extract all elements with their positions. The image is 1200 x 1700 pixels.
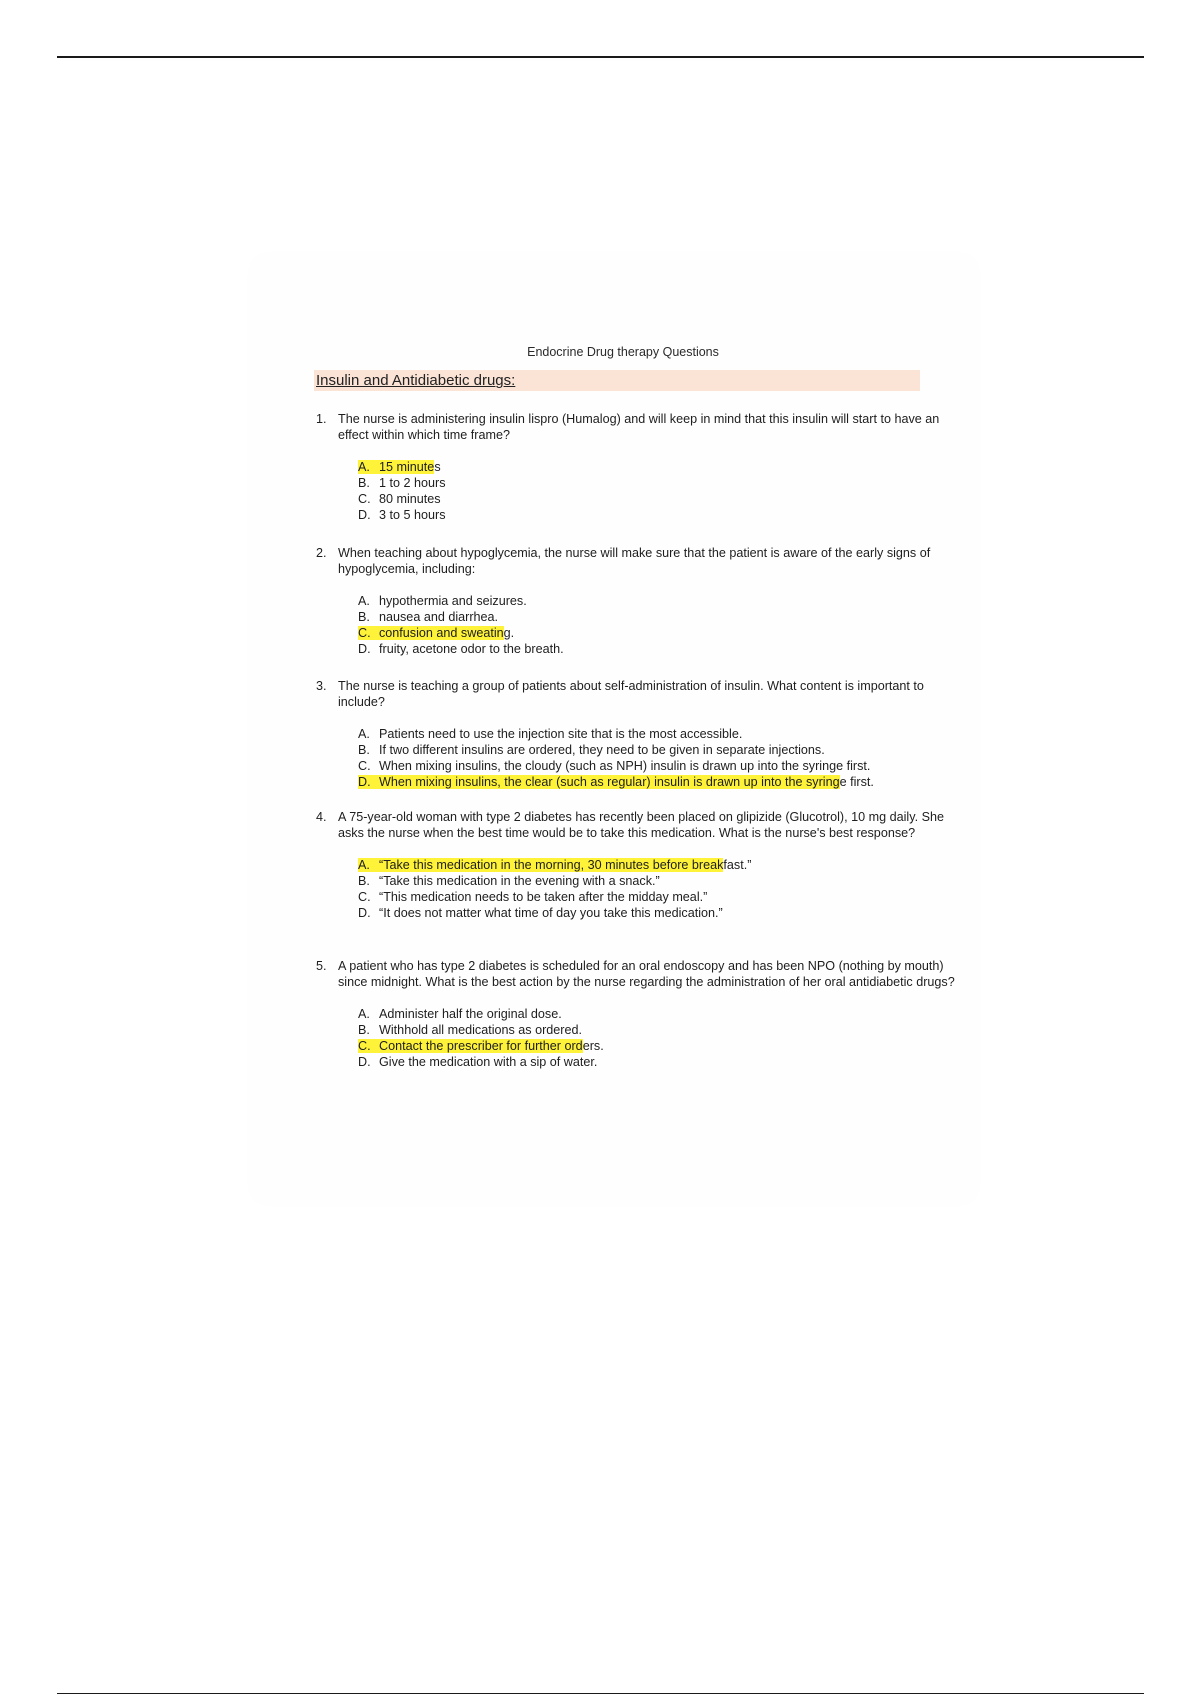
question-2: [316, 545, 972, 657]
question-3: [316, 678, 972, 790]
option-a: A. hypothermia and seizures.: [358, 594, 527, 608]
answer-highlight: C. confusion and sweatin: [358, 626, 504, 640]
answer-options: [358, 459, 972, 523]
question-5: [316, 958, 972, 1070]
answer-highlight: A. “Take this medication in the morning, 30 minutes before break: [358, 858, 724, 872]
option-b: B. 1 to 2 hours: [358, 476, 446, 490]
question-4: [316, 809, 972, 921]
option-b: B. Withhold all medications as ordered.: [358, 1023, 583, 1037]
question-1: [316, 411, 972, 523]
question-number: 1.: [316, 412, 327, 426]
answer-options: [358, 857, 972, 921]
option-c: C. 80 minutes: [358, 492, 441, 506]
option-d: D. fruity, acetone odor to the breath.: [358, 642, 564, 656]
option-d: D. “It does not matter what time of day you take this medication.”: [358, 906, 723, 920]
option-b: B. nausea and diarrhea.: [358, 610, 499, 624]
option-a: A. Administer half the original dose.: [358, 1007, 562, 1021]
top-rule: [57, 56, 1144, 58]
answer-highlight: C. Contact the prescriber for further ord: [358, 1039, 583, 1053]
option-a: A. 15 minutes: [358, 460, 441, 474]
option-d: D. Give the medication with a sip of water.: [358, 1055, 598, 1069]
document-title: Endocrine Drug therapy Questions: [527, 345, 719, 359]
answer-options: [358, 726, 972, 790]
option-d: D. When mixing insulins, the clear (such as regular) insulin is drawn up into the syringe first.: [358, 775, 874, 789]
option-d: D. 3 to 5 hours: [358, 508, 446, 522]
option-b: B. “Take this medication in the evening with a snack.”: [358, 874, 660, 888]
question-number: 2.: [316, 546, 327, 560]
option-c: C. “This medication needs to be taken after the midday meal.”: [358, 890, 708, 904]
bottom-rule: [57, 1693, 1144, 1694]
option-b: B. If two different insulins are ordered, they need to be given in separate injections.: [358, 743, 825, 757]
option-c: C. When mixing insulins, the cloudy (such as NPH) insulin is drawn up into the syringe first.: [358, 759, 871, 773]
question-number: 4.: [316, 810, 327, 824]
answer-options: [358, 593, 972, 657]
question-number: 5.: [316, 959, 327, 973]
question-stem: A 75-year-old woman with type 2 diabetes has recently been placed on glipizide (Glucotrol), 10 mg daily. She asks the nurse when the best time would be to take this medication. What is the nurse's best response?: [338, 810, 944, 840]
section-header: Insulin and Antidiabetic drugs:: [314, 370, 920, 391]
question-stem: When teaching about hypoglycemia, the nurse will make sure that the patient is aware of the early signs of hypoglycemia, including:: [338, 546, 931, 576]
option-a: A. “Take this medication in the morning, 30 minutes before breakfast.”: [358, 858, 752, 872]
question-stem: A patient who has type 2 diabetes is scheduled for an oral endoscopy and has been NPO (nothing by mouth) since midnight. What is the best action by the nurse regarding the administration of her oral antidiabetic drugs?: [338, 959, 955, 989]
question-stem: The nurse is administering insulin lispro (Humalog) and will keep in mind that this insulin will start to have an effect within which time frame?: [338, 412, 940, 442]
answer-highlight: A. 15 minute: [358, 460, 435, 474]
option-c: C. Contact the prescriber for further orders.: [358, 1039, 604, 1053]
answer-highlight: D. When mixing insulins, the clear (such as regular) insulin is drawn up into the syring: [358, 775, 840, 789]
option-a: A. Patients need to use the injection site that is the most accessible.: [358, 727, 743, 741]
answer-options: [358, 1006, 972, 1070]
question-stem: The nurse is teaching a group of patients about self-administration of insulin. What content is important to include?: [338, 679, 924, 709]
question-number: 3.: [316, 679, 327, 693]
option-c: C. confusion and sweating.: [358, 626, 515, 640]
